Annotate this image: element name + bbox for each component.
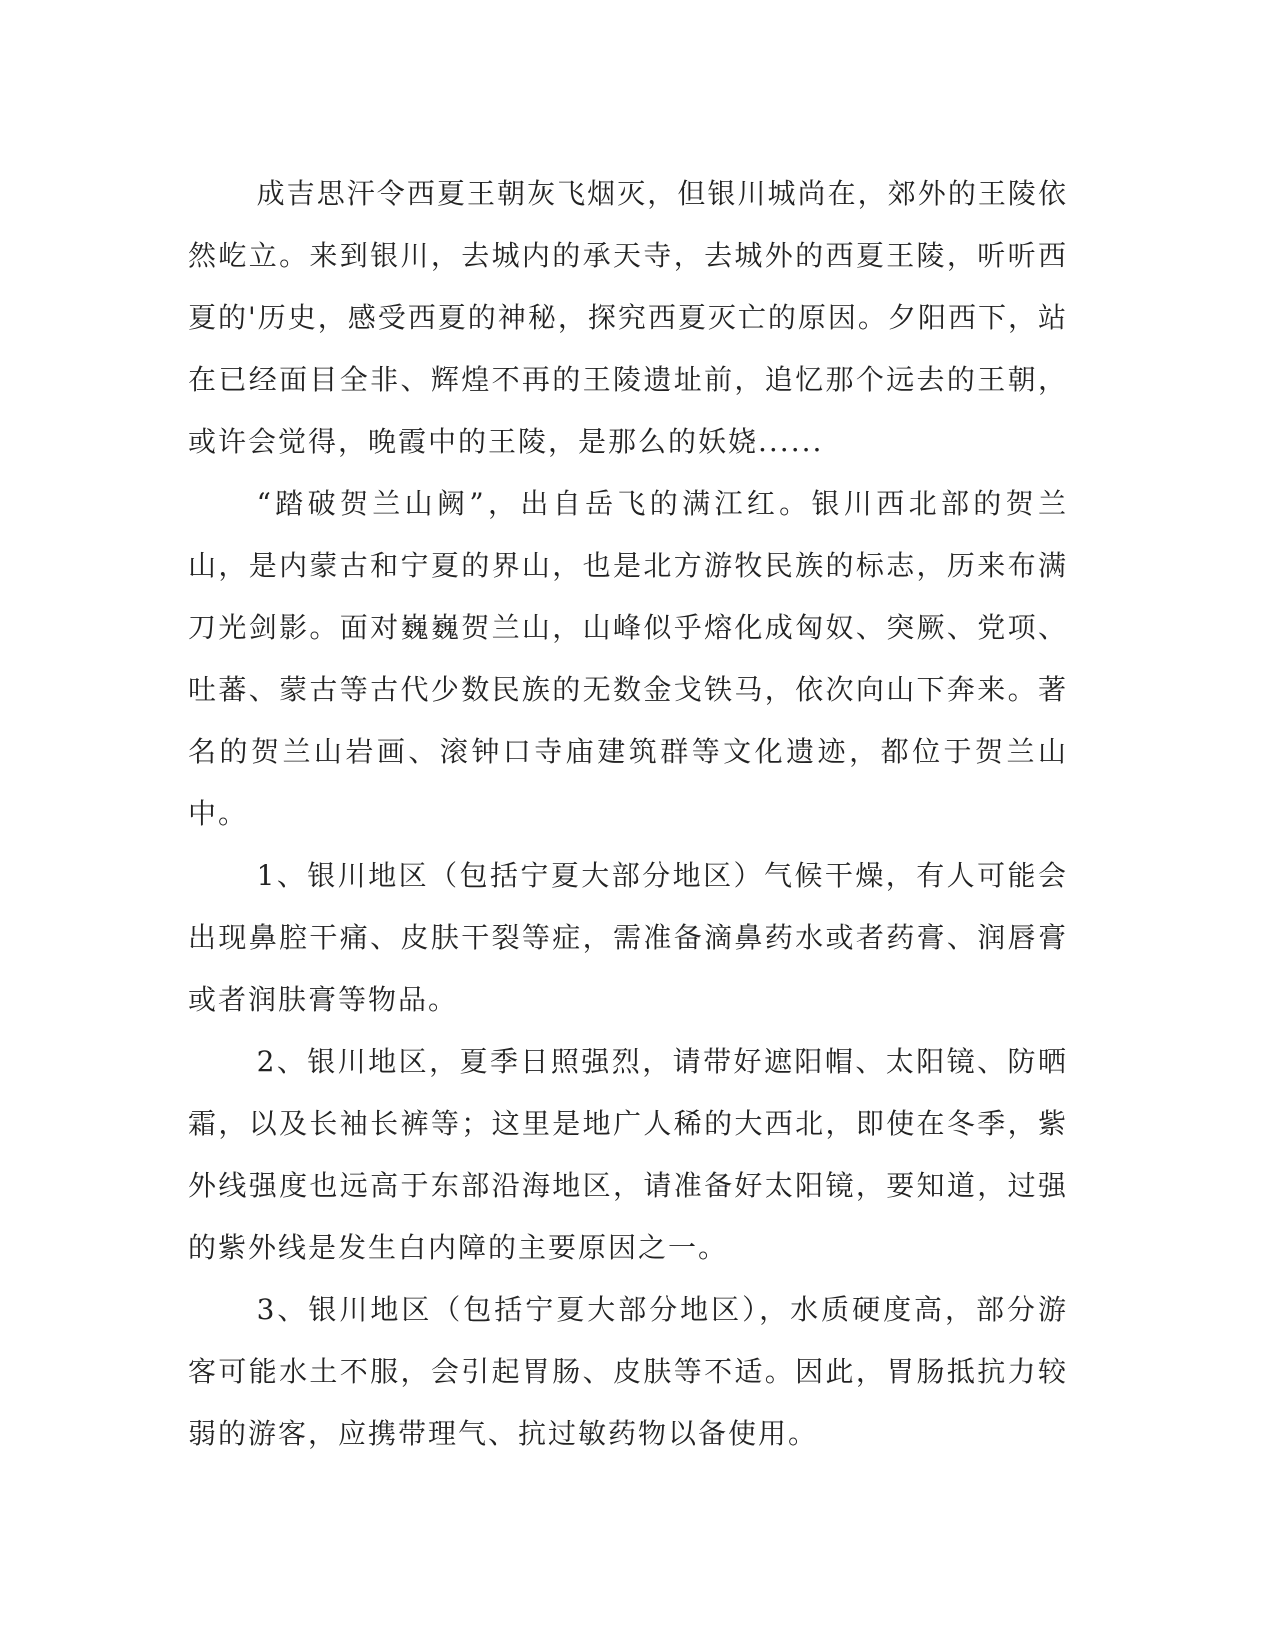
paragraph-xixia-history: 成吉思汗令西夏王朝灰飞烟灭，但银川城尚在，郊外的王陵依然屹立。来到银川，去城内的承天寺，去城外的西夏王陵，听听西夏的'历史，感受西夏的神秘，探究西夏灭亡的原因。夕阳西下，站在已经面目全非、辉煌不再的王陵遗址前，追忆那个远去的王朝，或许会觉得，晚霞中的王陵，是那么的妖娆...... bbox=[188, 177, 1068, 458]
paragraph-tip-dry-climate: 1、银川地区（包括宁夏大部分地区）气候干燥，有人可能会出现鼻腔干痛、皮肤干裂等症，需准备滴鼻药水或者药膏、润唇膏或者润肤膏等物品。 bbox=[188, 859, 1068, 1016]
paragraph-helan-mountain: “踏破贺兰山阙”，出自岳飞的满江红。银川西北部的贺兰山，是内蒙古和宁夏的界山，也是北方游牧民族的标志，历来布满刀光剑影。面对巍巍贺兰山，山峰似乎熔化成匈奴、突厥、党项、吐蕃、蒙古等古代少数民族的无数金戈铁马，依次向山下奔来。著名的贺兰山岩画、滚钟口寺庙建筑群等文化遗迹，都位于贺兰山中。 bbox=[188, 487, 1068, 830]
paragraph-tip-sun-protection: 2、银川地区，夏季日照强烈，请带好遮阳帽、太阳镜、防晒霜，以及长袖长裤等；这里是地广人稀的大西北，即使在冬季，紫外线强度也远高于东部沿海地区，请准备好太阳镜，要知道，过强的紫外线是发生白内障的主要原因之一。 bbox=[188, 1045, 1068, 1264]
paragraph-tip-water-hardness: 3、银川地区（包括宁夏大部分地区），水质硬度高，部分游客可能水土不服，会引起胃肠、皮肤等不适。因此，胃肠抵抗力较弱的游客，应携带理气、抗过敏药物以备使用。 bbox=[188, 1293, 1068, 1450]
document-body bbox=[188, 163, 1068, 1465]
